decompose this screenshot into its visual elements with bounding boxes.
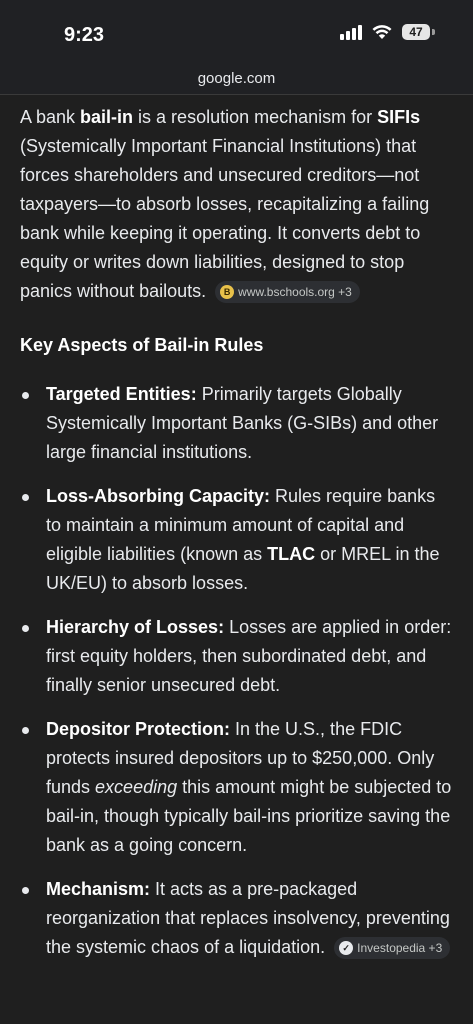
section-heading: Key Aspects of Bail-in Rules xyxy=(20,335,264,355)
battery-tip xyxy=(432,29,435,35)
item-text: this amount might be subjected to bail-in, though typically bail-ins prioritize saving the bank as a going concern. xyxy=(46,777,452,855)
source-chip-bschools[interactable] xyxy=(215,281,360,303)
cellular-signal-icon xyxy=(340,24,362,40)
item-bold-tlac: TLAC xyxy=(267,544,316,564)
status-bar xyxy=(0,0,473,64)
item-title: Depositor Protection: xyxy=(46,719,231,739)
intro-paragraph xyxy=(20,103,453,306)
item-text: Primarily targets Globally Systemically Important Banks (G-SIBs) and other large financial institutions. xyxy=(46,384,439,462)
status-time: 9:23 xyxy=(64,24,105,46)
intro-text-2: is a resolution mechanism for xyxy=(133,107,378,127)
key-aspects-list xyxy=(20,380,453,962)
list-item xyxy=(20,715,453,860)
address-bar[interactable] xyxy=(0,64,473,95)
item-text: It acts as a pre-packaged reorganization that replaces insolvency, preventing the systemic chaos of a liquidation. xyxy=(46,879,450,957)
ai-overview-content xyxy=(0,95,473,962)
intro-bold-bail-in: bail-in xyxy=(80,107,134,127)
bschools-favicon-icon: B xyxy=(220,285,234,299)
source-chip-label: www.bschools.org +3 xyxy=(238,285,352,299)
wifi-icon xyxy=(372,24,392,40)
source-chip-investopedia[interactable] xyxy=(334,937,450,959)
item-title: Hierarchy of Losses: xyxy=(46,617,225,637)
intro-bold-sifis: SIFIs xyxy=(377,107,421,127)
url-text: google.com xyxy=(197,70,276,87)
intro-text-1: A bank xyxy=(20,107,81,127)
item-text: Rules require banks to maintain a minimum amount of capital and eligible liabilities (known as xyxy=(46,486,436,564)
source-chip-label: Investopedia +3 xyxy=(357,941,443,955)
item-text: or MREL in the UK/EU) to absorb losses. xyxy=(46,544,440,593)
status-icons xyxy=(340,24,435,40)
list-item xyxy=(20,380,453,467)
item-text: Losses are applied in order: first equity holders, then subordinated debt, and finally senior unsecured debt. xyxy=(46,617,452,695)
intro-text-3: (Systemically Important Financial Institutions) that forces shareholders and unsecured creditors—not taxpayers—to absorb losses, recapitalizing a failing bank while keeping it operating. It converts debt to equity or writes down liabilities, designed to stop panics without bailouts. xyxy=(20,136,430,301)
item-italic-exceeding: exceeding xyxy=(95,777,178,797)
item-text: In the U.S., the FDIC protects insured depositors up to $250,000. Only funds xyxy=(46,719,435,797)
list-item xyxy=(20,613,453,700)
item-title: Loss-Absorbing Capacity: xyxy=(46,486,271,506)
item-title: Targeted Entities: xyxy=(46,384,197,404)
item-title: Mechanism: xyxy=(46,879,151,899)
list-item xyxy=(20,875,453,962)
investopedia-favicon-icon: ✓ xyxy=(339,941,353,955)
list-item xyxy=(20,482,453,598)
battery-icon: 47 xyxy=(402,24,430,40)
